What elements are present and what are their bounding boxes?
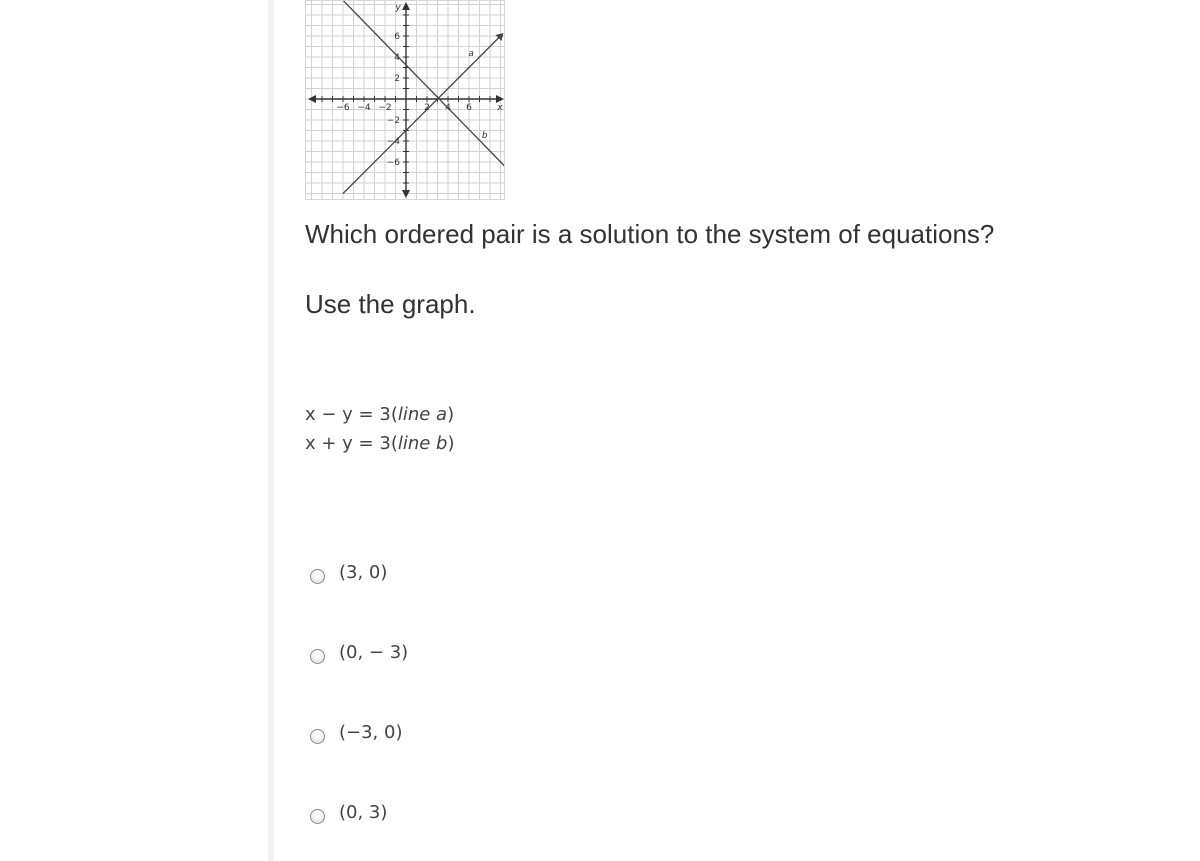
- choice-option-2[interactable]: [310, 637, 408, 667]
- x-tick-label: −2: [378, 103, 392, 113]
- choice-label: (3, 0): [339, 561, 388, 583]
- choice-option-3[interactable]: [310, 717, 402, 747]
- equation-close-paren: ): [447, 404, 455, 425]
- y-axis-label: y: [395, 3, 401, 13]
- y-tick-label: −4: [386, 137, 400, 147]
- y-tick-label: 4: [394, 53, 400, 63]
- grid: [306, 1, 504, 199]
- x-tick-label: −4: [357, 103, 371, 113]
- x-tick-label: 6: [466, 103, 472, 113]
- y-axis-arrow-up: [402, 2, 410, 10]
- coordinate-graph: [305, 0, 505, 200]
- equation-line-a: [305, 400, 455, 429]
- line-a: [343, 36, 501, 194]
- equation-line-label: line b: [397, 433, 448, 454]
- y-tick-label: −2: [386, 116, 400, 126]
- choice-option-1[interactable]: [310, 557, 387, 587]
- choice-label: (0, − 3): [339, 641, 409, 663]
- line-a-label: a: [468, 48, 474, 59]
- choice-label: (−3, 0): [339, 721, 403, 743]
- graph-labels: [336, 3, 503, 168]
- equation-expression: x + y = 3: [305, 433, 391, 454]
- equation-open-paren: (: [390, 433, 398, 454]
- x-tick-label: 2: [424, 103, 430, 113]
- radio-button[interactable]: [310, 729, 325, 744]
- x-axis-label: x: [497, 103, 503, 113]
- y-tick-label: −6: [386, 158, 400, 168]
- y-tick-label: 6: [394, 32, 400, 42]
- radio-button[interactable]: [310, 649, 325, 664]
- instruction-text: Use the graph.: [305, 289, 476, 319]
- equation-open-paren: (: [390, 404, 398, 425]
- radio-button[interactable]: [310, 809, 325, 824]
- choice-option-4[interactable]: [310, 797, 387, 827]
- question-text: Which ordered pair is a solution to the system of equations?: [305, 219, 995, 249]
- x-tick-label: −6: [336, 103, 350, 113]
- equation-line-label: line a: [397, 404, 448, 425]
- x-tick-label: 4: [445, 103, 451, 113]
- y-tick-label: 2: [394, 74, 400, 84]
- line-b-label: b: [481, 130, 488, 141]
- equation-line-b: [305, 429, 455, 458]
- question-panel: [274, 0, 1200, 861]
- axes: [308, 2, 504, 198]
- left-gutter: [0, 0, 268, 861]
- radio-button[interactable]: [310, 569, 325, 584]
- choice-label: (0, 3): [339, 801, 388, 823]
- graph-svg: [306, 1, 504, 199]
- equation-system: [305, 400, 455, 458]
- equation-close-paren: ): [447, 433, 455, 454]
- equation-expression: x − y = 3: [305, 404, 391, 425]
